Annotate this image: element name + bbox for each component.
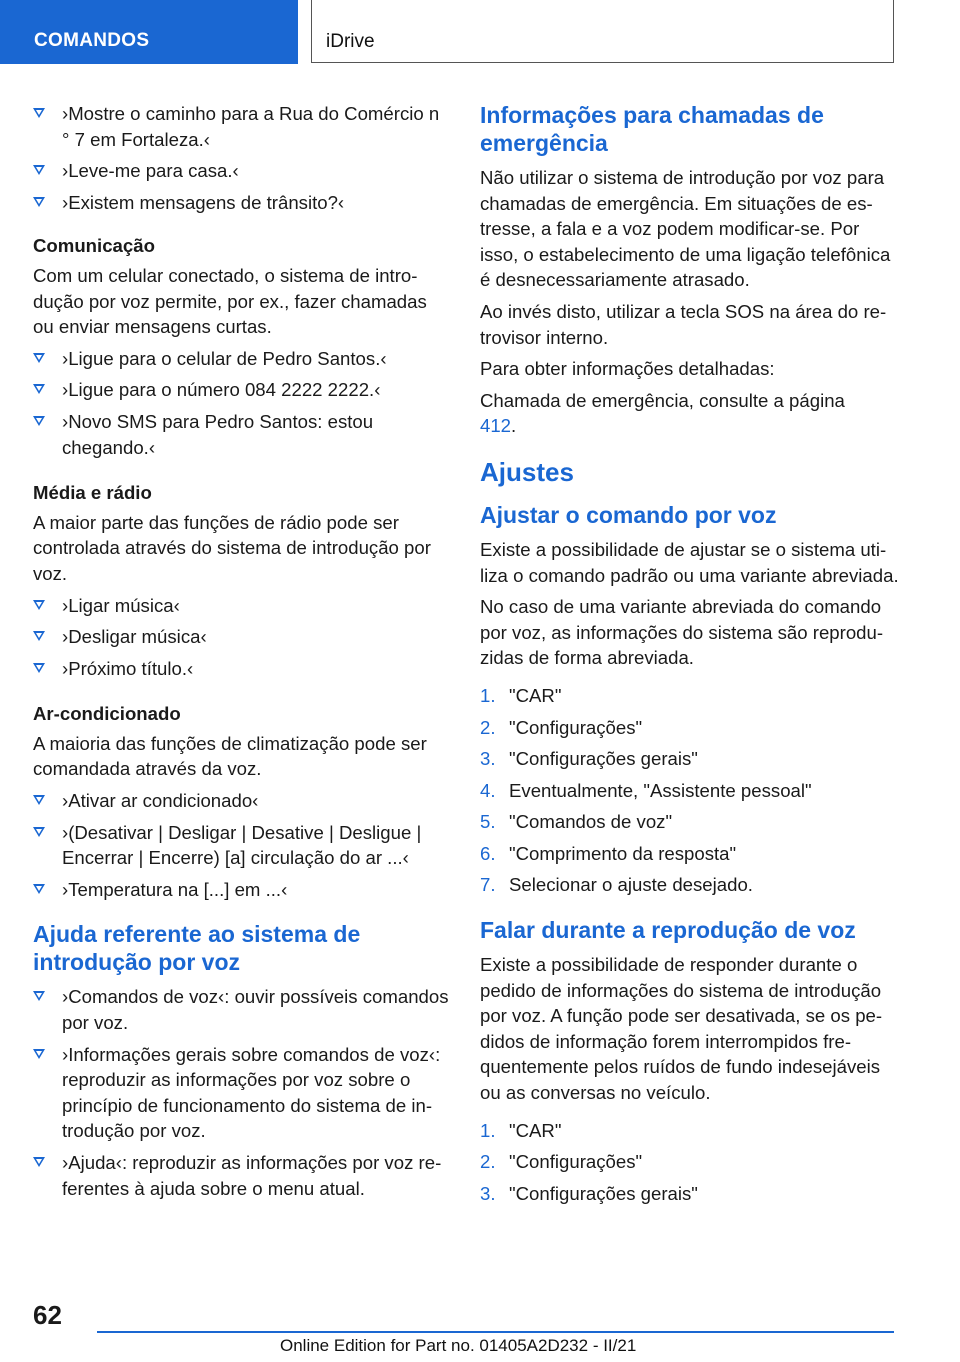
- list-item: 1. "CAR": [480, 1119, 562, 1141]
- list-item: ›(Desativar | Desligar | Desative | Desligue | Encerrar | Encerre) [a] circulação do ar ...‹: [33, 820, 451, 871]
- triangle-bullet-icon: [33, 353, 45, 363]
- triangle-bullet-icon: [33, 1157, 45, 1167]
- list-item: ›Ligue para o celular de Pedro Santos.‹: [33, 346, 451, 372]
- triangle-bullet-icon: [33, 663, 45, 673]
- footer-edition-text: Online Edition for Part no. 01405A2D232 - II/21: [280, 1336, 637, 1355]
- header-section-tab: [0, 0, 298, 64]
- subheading-media: Média e rádio: [33, 482, 152, 504]
- section-heading-emergencia: Informações para chamadas de emergência: [480, 102, 824, 156]
- paragraph: Para obter informações detalhadas:: [480, 358, 775, 380]
- triangle-bullet-icon: [33, 416, 45, 426]
- triangle-bullet-icon: [33, 631, 45, 641]
- list-item: ›Ligue para o número 084 2222 2222.‹: [33, 377, 451, 403]
- list-item: ›Existem mensagens de trânsito?‹: [33, 190, 451, 216]
- right-column: [480, 101, 900, 1212]
- page-number: 62: [33, 1300, 62, 1330]
- page-reference-link[interactable]: 412: [480, 415, 512, 437]
- list-item: 7. Selecionar o ajuste desejado.: [480, 874, 753, 896]
- list-item: ›Mostre o caminho para a Rua do Comércio n ° 7 em Fortaleza.‹: [33, 101, 451, 152]
- list-item: ›Leve-me para casa.‹: [33, 158, 451, 184]
- list-item: ›Novo SMS para Pedro Santos: estou chegando.‹: [33, 409, 451, 460]
- triangle-bullet-icon: [33, 165, 45, 175]
- numbered-steps-ajustar: [480, 683, 900, 898]
- header-chapter-label: iDrive: [326, 31, 375, 52]
- section-heading-falar: Falar durante a reprodução de voz: [480, 917, 856, 944]
- triangle-bullet-icon: [33, 600, 45, 610]
- triangle-bullet-icon: [33, 991, 45, 1001]
- list-item: 4. Eventualmente, "Assistente pessoal": [480, 779, 812, 801]
- paragraph: Existe a possibilidade de responder durante o pedido de informações do sistema de introdução por voz. A função pode ser desativada, se os pedidos de informação forem interrompidos frequentemente pelos ruídos de fundo indesejáveis ou as conversas no veículo.: [480, 954, 883, 1104]
- list-item: ›Ligar música‹: [33, 593, 451, 619]
- subheading-ar-condicionado: Ar-condicionado: [33, 703, 181, 725]
- list-item: ›Informações gerais sobre comandos de voz‹: reproduzir as informações por voz sobre o princípio de funcionamento do sistema de introdução por voz.: [33, 1042, 451, 1144]
- list-item: ›Ativar ar condicionado‹: [33, 788, 451, 814]
- triangle-bullet-icon: [33, 384, 45, 394]
- numbered-steps-falar: [480, 1118, 900, 1207]
- triangle-bullet-icon: [33, 795, 45, 805]
- triangle-bullet-icon: [33, 108, 45, 118]
- subheading-comunicacao: Comunicação: [33, 235, 155, 257]
- header-section-label: COMANDOS: [34, 30, 150, 51]
- paragraph: Com um celular conectado, o sistema de introdução por voz permite, por ex., fazer chamadas ou enviar mensagens curtas.: [33, 264, 427, 338]
- triangle-bullet-icon: [33, 197, 45, 207]
- list-item: 2. "Configurações": [480, 1151, 643, 1173]
- chapter-heading-ajustes: Ajustes: [480, 456, 574, 487]
- list-item: 3. "Configurações gerais": [480, 748, 698, 770]
- list-item: 1. "CAR": [480, 684, 562, 706]
- paragraph: Ao invés disto, utilizar a tecla SOS na área do retrovisor interno.: [480, 300, 887, 348]
- paragraph: Existe a possibilidade de ajustar se o sistema utiliza o comando padrão ou uma variante abreviada.: [480, 538, 899, 586]
- list-item: ›Próximo título.‹: [33, 656, 451, 682]
- triangle-bullet-icon: [33, 1049, 45, 1059]
- paragraph: No caso de uma variante abreviada do comando por voz, as informações do sistema são reproduzidas de forma abreviada.: [480, 596, 884, 669]
- paragraph: A maior parte das funções de rádio pode ser controlada através do sistema de introdução por voz.: [33, 511, 431, 584]
- list-item: ›Ajuda‹: reproduzir as informações por voz referentes à ajuda sobre o menu atual.: [33, 1150, 451, 1201]
- list-item: 3. "Configurações gerais": [480, 1182, 698, 1204]
- list-item: 2. "Configurações": [480, 716, 643, 738]
- triangle-bullet-icon: [33, 884, 45, 894]
- triangle-bullet-icon: [33, 827, 45, 837]
- paragraph: A maioria das funções de climatização pode ser comandada através da voz.: [33, 732, 427, 780]
- paragraph-with-page-reference: Chamada de emergência, consulte a página 412.: [480, 389, 845, 437]
- list-item: ›Desligar música‹: [33, 624, 451, 650]
- footer-divider: [97, 1331, 894, 1333]
- paragraph: Não utilizar o sistema de introdução por voz para chamadas de emergência. Em situações de estresse, a fala e a voz podem modificar-se. Por isso, o estabelecimento de uma ligação telefônica é desnecessariamente atrasado.: [480, 167, 891, 291]
- section-heading-ajustar: Ajustar o comando por voz: [480, 501, 777, 528]
- section-heading-ajuda: Ajuda referente ao sistema de introdução por voz: [33, 921, 361, 976]
- list-item: ›Comandos de voz‹: ouvir possíveis comandos por voz.: [33, 984, 451, 1035]
- list-item: 5. "Comandos de voz": [480, 811, 673, 833]
- list-item: ›Temperatura na [...] em ...‹: [33, 877, 451, 903]
- list-item: 6. "Comprimento da resposta": [480, 842, 737, 864]
- header-chapter-tab: [311, 0, 894, 63]
- left-column: [33, 101, 451, 1207]
